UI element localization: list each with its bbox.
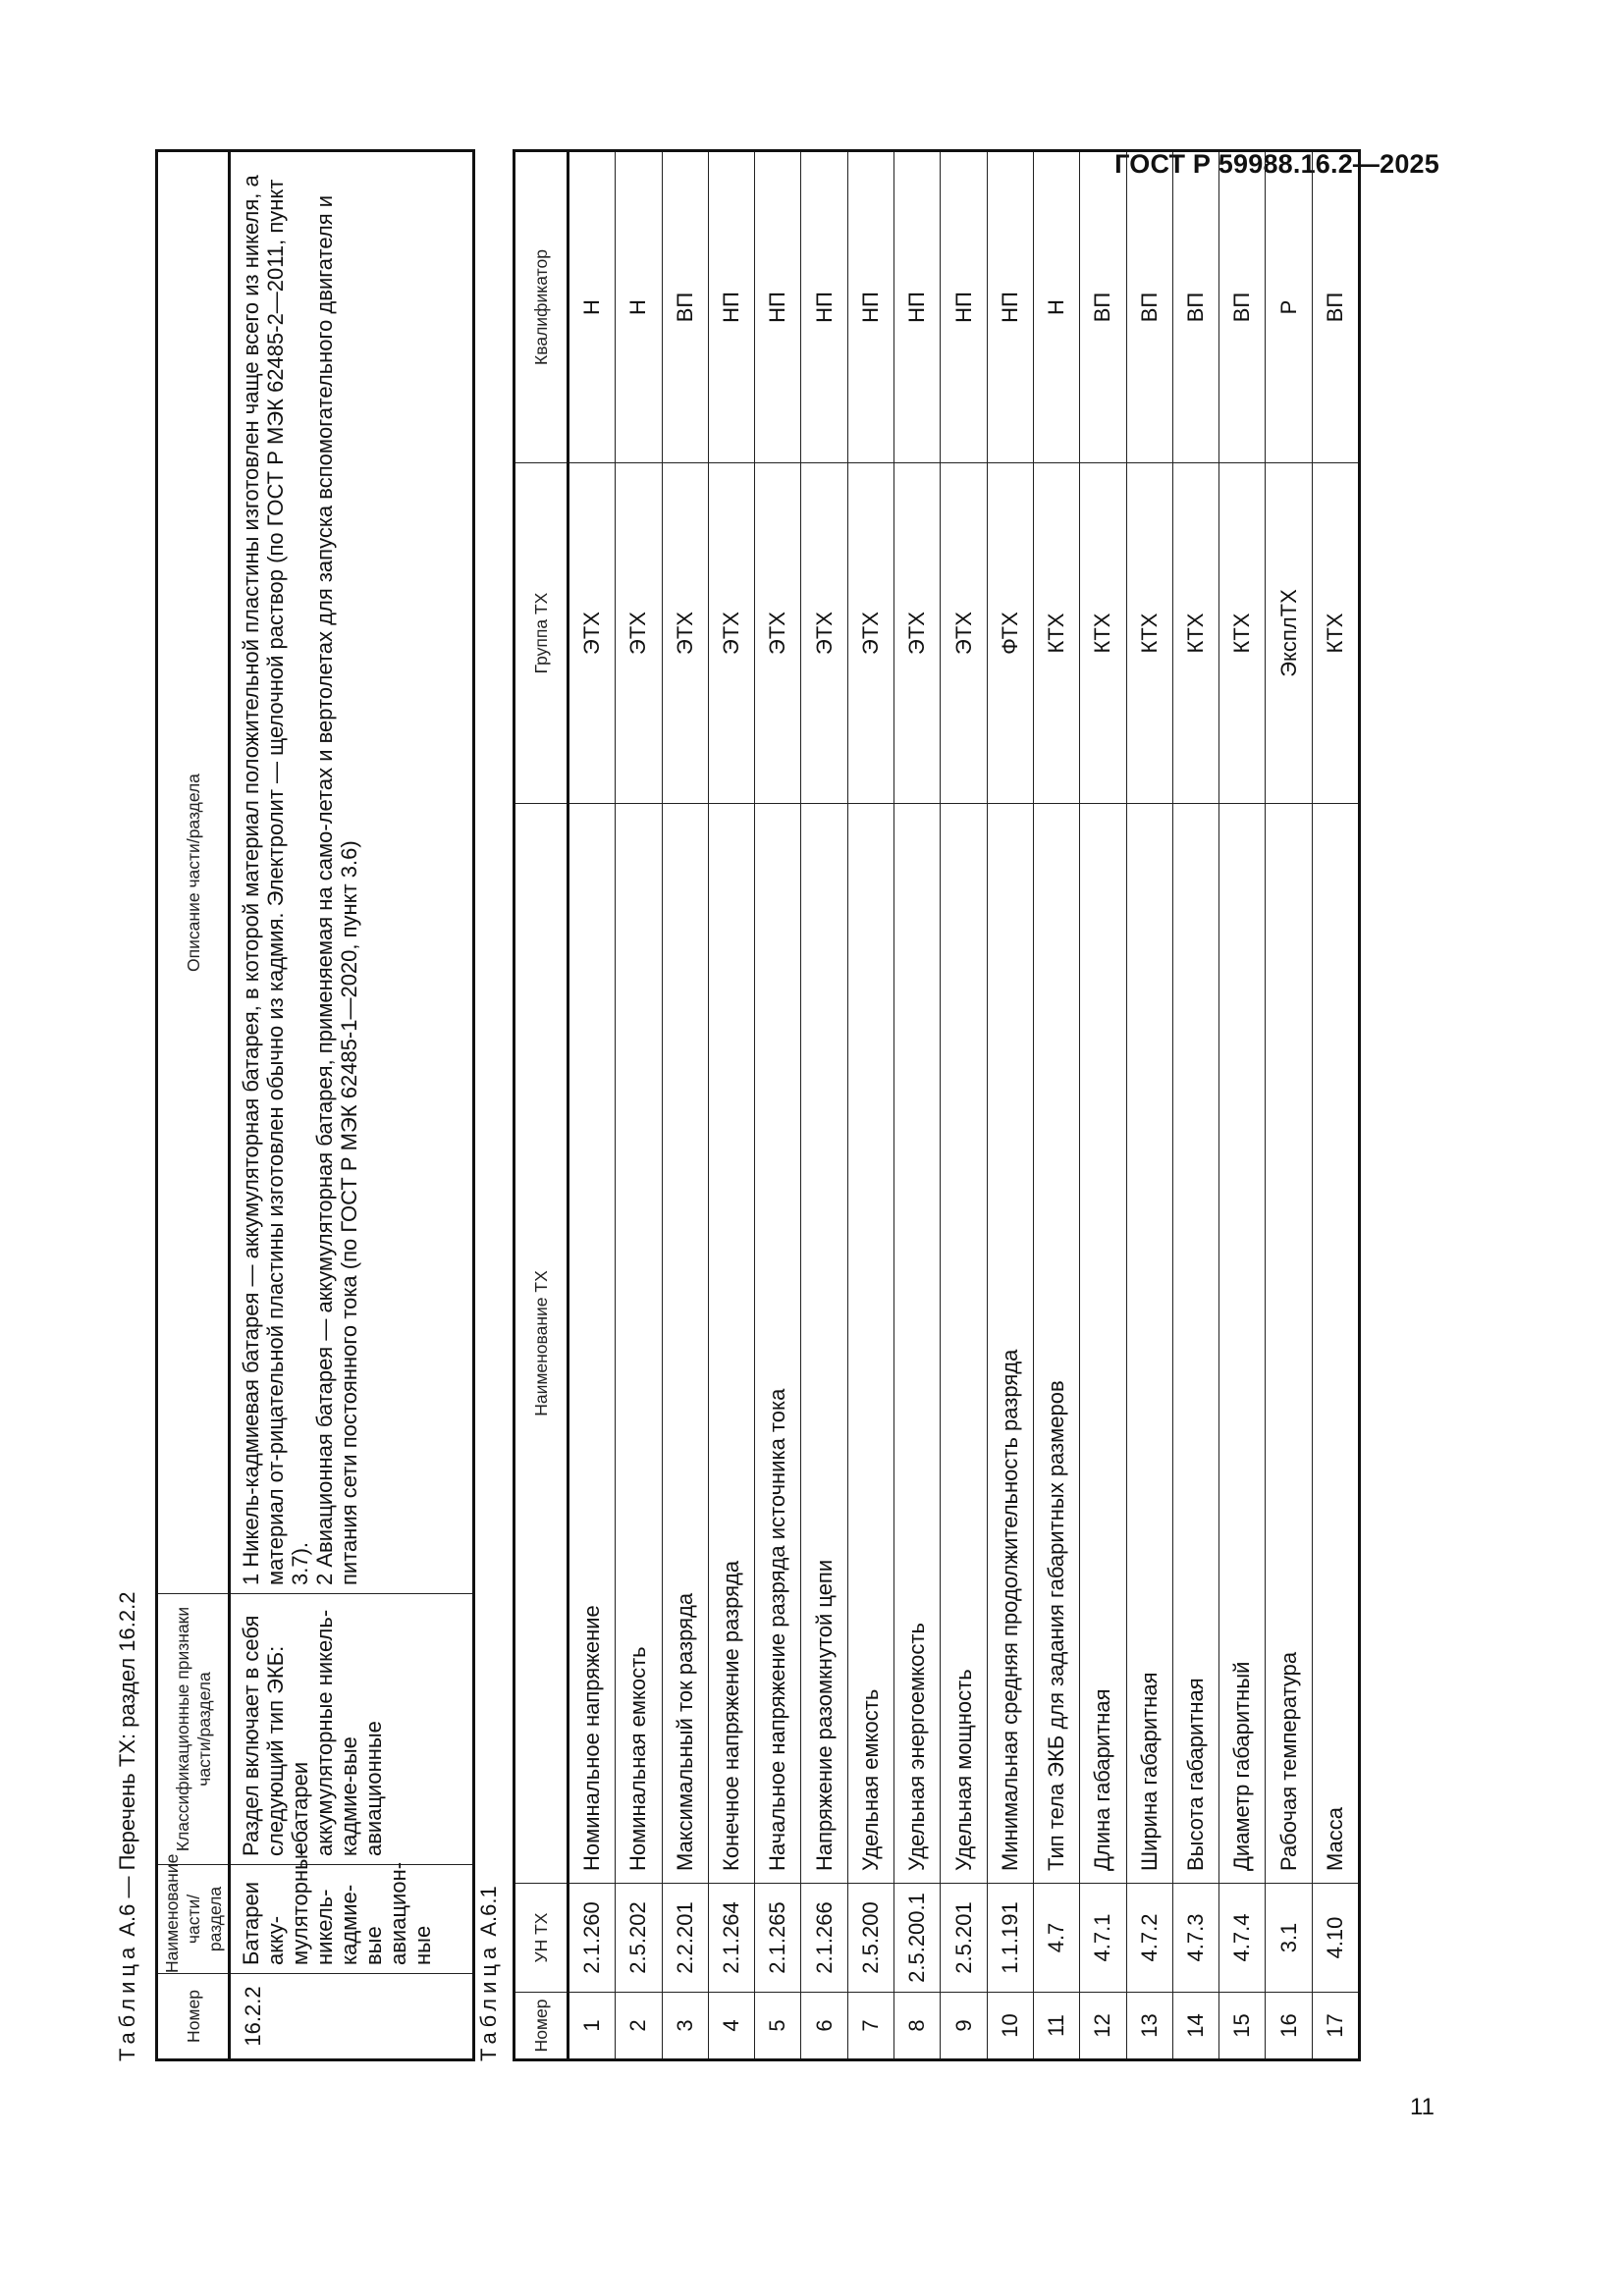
caption-rest: А.6.1 [476, 1886, 501, 1943]
table-a61-header-row [514, 151, 568, 2060]
row-qualifier: НП [708, 151, 754, 463]
row-qualifier: ВП [1312, 151, 1359, 463]
table-row [1266, 151, 1312, 2060]
row-group: КТХ [1172, 463, 1218, 804]
row-code: 2.1.264 [708, 1884, 754, 1993]
rotated-content [112, 133, 1428, 2061]
row-group: ЭТХ [801, 463, 847, 804]
header-part-name: Наименование части/раздела [157, 1865, 230, 1974]
table-a61-caption [476, 1886, 502, 2061]
row-qualifier: Н [568, 151, 616, 463]
table-row [616, 151, 662, 2060]
row-group: ЭТХ [894, 463, 941, 804]
row-description [230, 151, 474, 1594]
row-char-name: Рабочая температура [1266, 804, 1312, 1884]
row-code: 2.5.200 [847, 1884, 893, 1993]
row-char-name: Ширина габаритная [1126, 804, 1172, 1884]
description-paragraph-1: 1 Никель-кадмиевая батарея — аккумуляторная батарея, в которой материал положительной пластины изготовлен чаще всего из никеля, а материал от-рицательной пластины изготовлен обычно из кадмия. Электролит — щелочной раствор (по ГОСТ Р МЭК 62485-2—2011, пункт 3.7). [239, 175, 312, 1585]
row-number: 14 [1172, 1993, 1218, 2060]
table-row [941, 151, 987, 2060]
row-number: 6 [801, 1993, 847, 2060]
row-char-name: Минимальная средняя продолжительность разряда [987, 804, 1033, 1884]
row-number: 11 [1033, 1993, 1079, 2060]
table-row [662, 151, 708, 2060]
row-number: 5 [755, 1993, 801, 2060]
row-qualifier: НП [847, 151, 893, 463]
row-code: 4.7 [1033, 1884, 1079, 1993]
row-group: ЭксплТХ [1266, 463, 1312, 804]
table-row [1126, 151, 1172, 2060]
row-code: 2.5.200.1 [894, 1884, 941, 1993]
table-row [847, 151, 893, 2060]
row-char-name: Высота габаритная [1172, 804, 1218, 1884]
table-a6-row [230, 151, 474, 2060]
table-a6-header-row [157, 151, 230, 2060]
description-paragraph-2: 2 Авиационная батарея — аккумуляторная батарея, применяемая на само-летах и вертолетах для запуска вспомогательного двигателя и питания сети постоянного тока (по ГОСТ Р МЭК 62485-1—2020, пункт 3.6) [312, 194, 361, 1585]
table-row [801, 151, 847, 2060]
row-number: 13 [1126, 1993, 1172, 2060]
row-qualifier: ВП [1172, 151, 1218, 463]
row-code: 4.7.2 [1126, 1884, 1172, 1993]
row-qualifier: ВП [1219, 151, 1266, 463]
row-qualifier: ВП [1126, 151, 1172, 463]
row-number: 16.2.2 [230, 1974, 474, 2060]
header-number: Номер [514, 1993, 568, 2060]
row-qualifier: НП [894, 151, 941, 463]
caption-prefix: Таблица [115, 1942, 139, 2061]
row-number: 8 [894, 1993, 941, 2060]
row-qualifier: НП [801, 151, 847, 463]
row-group: ЭТХ [708, 463, 754, 804]
classification-line-2: - батареи аккумуляторные никель-кадмие-вые авиационные [288, 1609, 386, 1856]
row-number: 17 [1312, 1993, 1359, 2060]
row-number: 7 [847, 1993, 893, 2060]
row-code: 2.1.260 [568, 1884, 616, 1993]
table-row [1080, 151, 1126, 2060]
table-row [987, 151, 1033, 2060]
row-char-name: Номинальная емкость [616, 804, 662, 1884]
row-group: КТХ [1312, 463, 1359, 804]
header-classification: Классификационные признаки части/раздела [157, 1594, 230, 1865]
row-part-name: Батареи акку- муляторные никель-кадмие- вые авиацион- ные [230, 1865, 474, 1974]
row-code: 1.1.191 [987, 1884, 1033, 1993]
row-number: 16 [1266, 1993, 1312, 2060]
header-char-name: Наименование ТХ [514, 804, 568, 1884]
row-number: 9 [941, 1993, 987, 2060]
row-group: ЭТХ [568, 463, 616, 804]
table-row [755, 151, 801, 2060]
row-group: ЭТХ [941, 463, 987, 804]
header-group: Группа ТХ [514, 463, 568, 804]
table-row [568, 151, 616, 2060]
row-group: ЭТХ [847, 463, 893, 804]
row-char-name: Напряжение разомкнутой цепи [801, 804, 847, 1884]
row-code: 4.7.1 [1080, 1884, 1126, 1993]
row-code: 2.2.201 [662, 1884, 708, 1993]
row-group: ЭТХ [755, 463, 801, 804]
row-classification [230, 1594, 474, 1865]
table-row [1219, 151, 1266, 2060]
row-qualifier: НП [755, 151, 801, 463]
row-qualifier: Р [1266, 151, 1312, 463]
table-row [1172, 151, 1218, 2060]
row-code: 4.10 [1312, 1884, 1359, 1993]
row-char-name: Удельная энергоемкость [894, 804, 941, 1884]
row-char-name: Максимальный ток разряда [662, 804, 708, 1884]
row-number: 12 [1080, 1993, 1126, 2060]
row-char-name: Тип тела ЭКБ для задания габаритных размеров [1033, 804, 1079, 1884]
table-row [1033, 151, 1079, 2060]
table-a61-body [568, 151, 1360, 2060]
row-group: ЭТХ [616, 463, 662, 804]
row-char-name: Удельная емкость [847, 804, 893, 1884]
table-row [894, 151, 941, 2060]
row-qualifier: Н [616, 151, 662, 463]
row-group: КТХ [1126, 463, 1172, 804]
table-a6 [155, 149, 475, 2061]
row-code: 2.1.266 [801, 1884, 847, 1993]
table-row [1312, 151, 1359, 2060]
row-char-name: Диаметр габаритный [1219, 804, 1266, 1884]
row-group: КТХ [1033, 463, 1079, 804]
row-qualifier: НП [941, 151, 987, 463]
row-number: 4 [708, 1993, 754, 2060]
row-group: ФТХ [987, 463, 1033, 804]
header-description: Описание части/раздела [157, 151, 230, 1594]
table-row [708, 151, 754, 2060]
row-code: 2.1.265 [755, 1884, 801, 1993]
row-qualifier: ВП [662, 151, 708, 463]
row-code: 2.5.201 [941, 1884, 987, 1993]
row-char-name: Длина габаритная [1080, 804, 1126, 1884]
table-a61 [513, 149, 1361, 2061]
row-char-name: Удельная мощность [941, 804, 987, 1884]
document-code: ГОСТ Р 59988.16.2—2025 [1114, 149, 1439, 179]
row-group: КТХ [1219, 463, 1266, 804]
header-qualifier: Квалификатор [514, 151, 568, 463]
classification-line-1: Раздел включает в себя следующий тип ЭКБ: [239, 1615, 288, 1856]
row-number: 1 [568, 1993, 616, 2060]
caption-rest: А.6 — Перечень ТХ: раздел 16.2.2 [115, 1591, 139, 1943]
row-code: 2.5.202 [616, 1884, 662, 1993]
row-qualifier: НП [987, 151, 1033, 463]
row-code: 4.7.4 [1219, 1884, 1266, 1993]
row-qualifier: ВП [1080, 151, 1126, 463]
row-number: 10 [987, 1993, 1033, 2060]
page-number: 11 [1410, 2094, 1435, 2120]
row-number: 15 [1219, 1993, 1266, 2060]
row-code: 4.7.3 [1172, 1884, 1218, 1993]
row-number: 2 [616, 1993, 662, 2060]
row-char-name: Номинальное напряжение [568, 804, 616, 1884]
row-qualifier: Н [1033, 151, 1079, 463]
row-number: 3 [662, 1993, 708, 2060]
row-char-name: Начальное напряжение разряда источника тока [755, 804, 801, 1884]
row-char-name: Масса [1312, 804, 1359, 1884]
header-code: УН ТХ [514, 1884, 568, 1993]
row-code: 3.1 [1266, 1884, 1312, 1993]
row-char-name: Конечное напряжение разряда [708, 804, 754, 1884]
row-group: КТХ [1080, 463, 1126, 804]
table-a6-caption [115, 1592, 140, 2061]
caption-prefix: Таблица [476, 1942, 501, 2061]
row-group: ЭТХ [662, 463, 708, 804]
header-number: Номер [157, 1974, 230, 2060]
